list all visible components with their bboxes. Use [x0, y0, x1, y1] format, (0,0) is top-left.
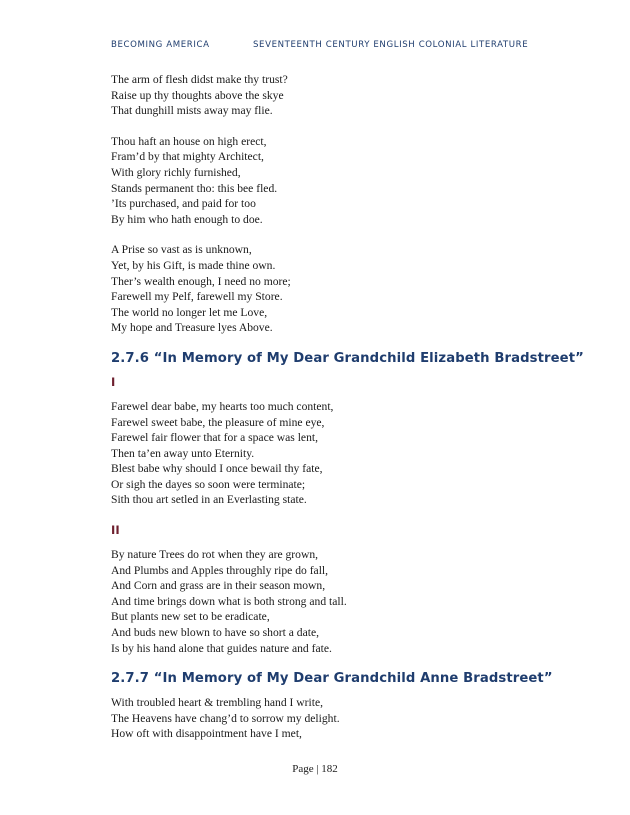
poem-line: With troubled heart & trembling hand I write,	[111, 696, 324, 710]
poem-line: But plants new set to be eradicate,	[111, 610, 270, 624]
poem-line: Raise up thy thoughts above the skye	[111, 88, 284, 102]
poem-line: Yet, by his Gift, is made thine own.	[111, 258, 276, 272]
header-book-title: BECOMING AMERICA	[111, 40, 210, 50]
page-footer	[0, 763, 630, 775]
poem-line: Is by his hand alone that guides nature and fate.	[111, 641, 332, 655]
part-heading-ii: II	[111, 523, 120, 538]
section-heading-2-7-7: 2.7.7 “In Memory of My Dear Grandchild Anne Bradstreet”	[111, 671, 553, 687]
poem-line: Then ta’en away unto Eternity.	[111, 446, 255, 460]
poem-line: And buds new blown to have so short a date,	[111, 626, 320, 640]
poem-line: By him who hath enough to doe.	[111, 212, 263, 226]
poem-stanza	[111, 242, 551, 336]
header-chapter-title: SEVENTEENTH CENTURY ENGLISH COLONIAL LITERATURE	[253, 40, 529, 50]
poem-stanza	[111, 695, 551, 742]
part-heading-i: I	[111, 374, 116, 389]
poem-stanza	[111, 72, 551, 119]
poem-line: My hope and Treasure lyes Above.	[111, 321, 273, 335]
poem-stanza	[111, 399, 551, 508]
poem-line: Sith thou art setled in an Everlasting state.	[111, 493, 307, 507]
poem-line: Farewel sweet babe, the pleasure of mine eye,	[111, 415, 325, 429]
poem-line: Farewel dear babe, my hearts too much content,	[111, 399, 334, 413]
poem-line: Farewell my Pelf, farewell my Store.	[111, 290, 283, 304]
page-number: Page | 182	[292, 763, 338, 775]
poem-stanza	[111, 134, 551, 228]
poem-line: A Prise so vast as is unknown,	[111, 243, 252, 257]
poem-line: The arm of flesh didst make thy trust?	[111, 73, 288, 86]
section-heading-2-7-6: 2.7.6 “In Memory of My Dear Grandchild Elizabeth Bradstreet”	[111, 350, 584, 366]
poem-line: How oft with disappointment have I met,	[111, 727, 302, 741]
poem-line: The Heavens have chang’d to sorrow my delight.	[111, 711, 340, 725]
poem-line: Fram’d by that mighty Architect,	[111, 150, 264, 164]
poem-line: And Corn and grass are in their season mown,	[111, 579, 326, 593]
poem-line: By nature Trees do rot when they are grown,	[111, 548, 319, 562]
poem-line: Ther’s wealth enough, I need no more;	[111, 274, 291, 288]
poem-line: The world no longer let me Love,	[111, 305, 268, 319]
poem-line: Blest babe why should I once bewail thy fate,	[111, 462, 323, 476]
poem-line: Stands permanent tho: this bee fled.	[111, 181, 278, 195]
poem-line: Or sigh the dayes so soon were terminate;	[111, 477, 306, 491]
page-content	[111, 72, 584, 757]
poem-line: And Plumbs and Apples throughly ripe do fall,	[111, 563, 329, 577]
poem-line: ’Its purchased, and paid for too	[111, 197, 256, 211]
poem-line: Farewel fair flower that for a space was lent,	[111, 431, 318, 445]
poem-line: That dunghill mists away may flie.	[111, 104, 273, 118]
poem-stanza	[111, 547, 551, 656]
poem-line: And time brings down what is both strong and tall.	[111, 594, 347, 608]
poem-line: Thou haft an house on high erect,	[111, 134, 267, 148]
poem-line: With glory richly furnished,	[111, 165, 241, 179]
